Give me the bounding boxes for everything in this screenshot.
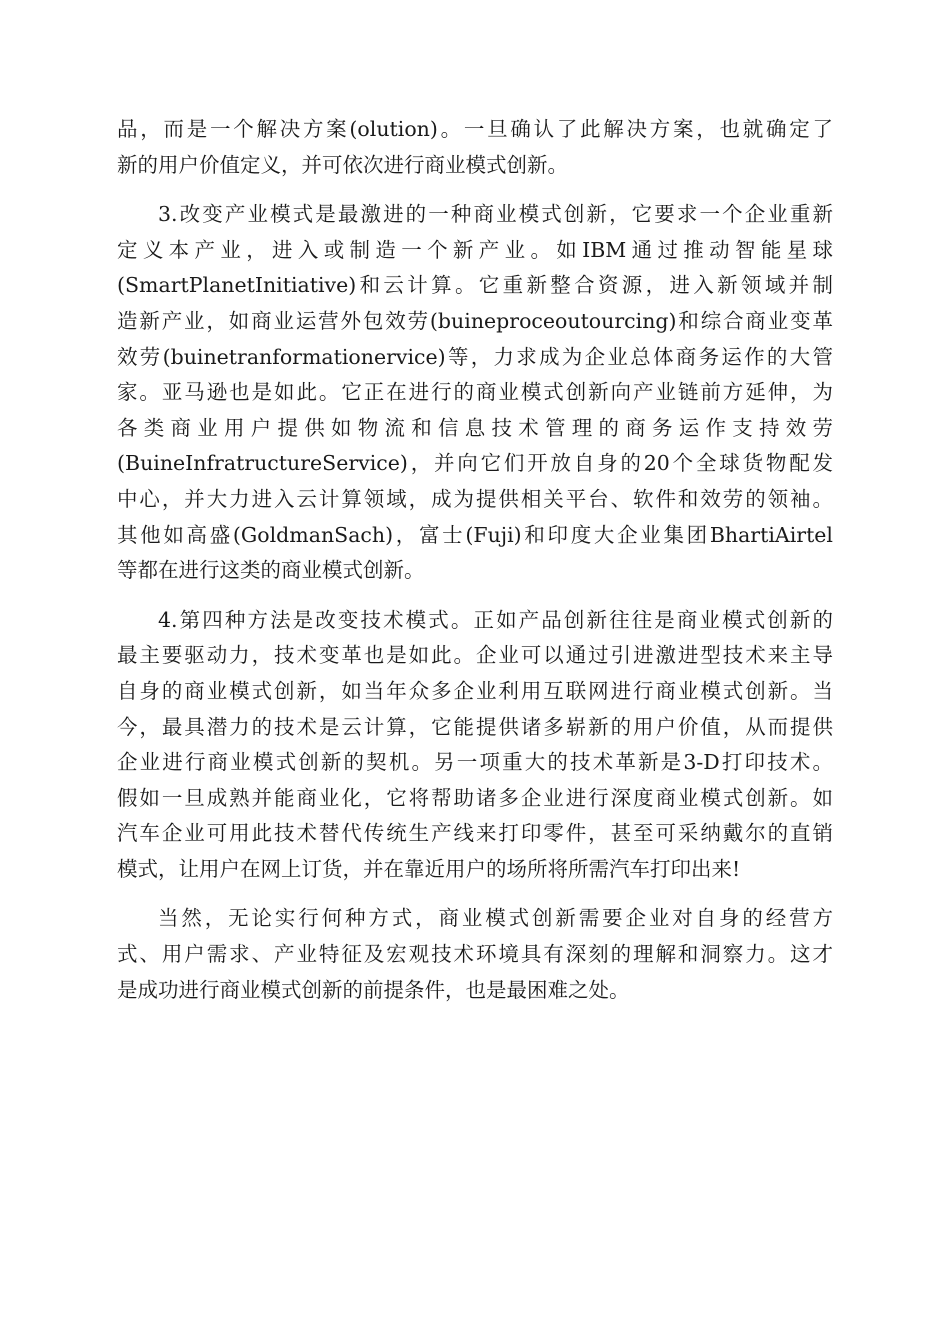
- text-line: 各类商业用户提供如物流和信息技术管理的商务运作支持效劳: [117, 415, 833, 440]
- text-line: 3.改变产业模式是最激进的一种商业模式创新，它要求一个企业重新: [158, 202, 833, 227]
- text-line: 汽车企业可用此技术替代传统生产线来打印零件，甚至可采纳戴尔的直销: [117, 821, 833, 846]
- text-line: 效劳(buinetranformationervice)等，力求成为企业总体商务运作的大管: [117, 344, 833, 369]
- text-line: 最主要驱动力，技术变革也是如此。企业可以通过引进激进型技术来主导: [117, 643, 833, 668]
- text-line: 等都在进行这类的商业模式创新。: [117, 558, 425, 583]
- text-line: 式、用户需求、产业特征及宏观技术环境具有深刻的理解和洞察力。这才: [117, 942, 833, 967]
- text-line: 今，最具潜力的技术是云计算，它能提供诸多崭新的用户价值，从而提供: [117, 714, 833, 739]
- paragraph-conclusion: [117, 901, 833, 1008]
- text-line: 中心，并大力进入云计算领域，成为提供相关平台、软件和效劳的领袖。: [117, 486, 833, 511]
- text-line: 定义本产业，进入或制造一个新产业。如IBM通过推动智能星球: [117, 237, 833, 262]
- paragraph-solution-continuation: [117, 112, 833, 183]
- text-line: (SmartPlanetInitiative)和云计算。它重新整合资源，进入新领域并制: [117, 273, 833, 298]
- text-line: 企业进行商业模式创新的契机。另一项重大的技术革新是3-D打印技术。: [117, 750, 833, 775]
- text-line: 是成功进行商业模式创新的前提条件，也是最困难之处。: [117, 977, 630, 1002]
- paragraph-industry-model: [117, 197, 833, 589]
- text-line: (BuineInfratructureService)，并向它们开放自身的20个全球货物配发: [117, 451, 833, 476]
- text-line: 当然，无论实行何种方式，商业模式创新需要企业对自身的经营方: [158, 906, 833, 931]
- text-line: 4.第四种方法是改变技术模式。正如产品创新往往是商业模式创新的: [158, 607, 833, 632]
- document-body: [117, 112, 833, 1022]
- text-line: 其他如高盛(GoldmanSach)，富士(Fuji)和印度大企业集团BhartiAirtel: [117, 522, 833, 547]
- text-line: 品，而是一个解决方案(olution)。一旦确认了此解决方案，也就确定了: [117, 117, 833, 141]
- text-line: 模式，让用户在网上订货，并在靠近用户的场所将所需汽车打印出来!: [117, 856, 741, 881]
- text-line: 自身的商业模式创新，如当年众多企业利用互联网进行商业模式创新。当: [117, 678, 833, 703]
- text-line: 家。亚马逊也是如此。它正在进行的商业模式创新向产业链前方延伸，为: [117, 380, 833, 405]
- paragraph-technology-model: [117, 603, 833, 888]
- text-line: 假如一旦成熟并能商业化，它将帮助诸多企业进行深度商业模式创新。如: [117, 785, 833, 810]
- text-line: 造新产业，如商业运营外包效劳(buineproceoutourcing)和综合商业变革: [117, 308, 833, 333]
- text-line: 新的用户价值定义，并可依次进行商业模式创新。: [117, 152, 568, 177]
